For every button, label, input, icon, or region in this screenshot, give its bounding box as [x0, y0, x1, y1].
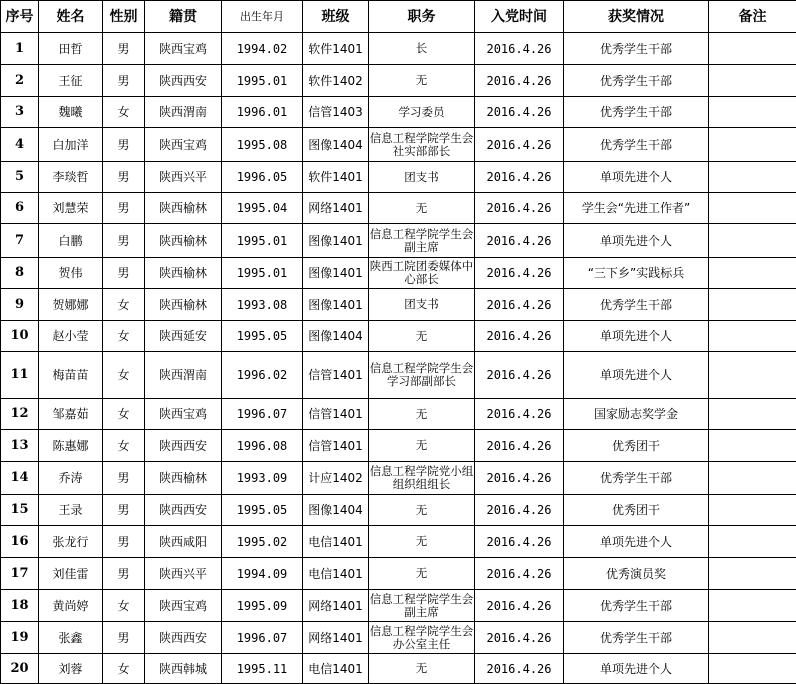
- table-row: [1, 33, 796, 65]
- table-body: [1, 33, 796, 684]
- row-gender: 男: [103, 162, 145, 193]
- header-duty: 职务: [369, 1, 475, 33]
- table-row: [1, 526, 796, 558]
- row-origin: 陕西兴平: [145, 558, 222, 590]
- row-origin: 陕西渭南: [145, 97, 222, 128]
- row-duty: 无: [369, 430, 475, 462]
- row-birth: 1996.07: [222, 622, 303, 654]
- row-origin: 陕西西安: [145, 65, 222, 97]
- row-notes: [709, 526, 796, 558]
- row-index: 4: [1, 128, 39, 162]
- header-gender: 性别: [103, 1, 145, 33]
- row-name: 刘蓉: [39, 654, 103, 684]
- row-gender: 男: [103, 258, 145, 289]
- row-join-date: 2016.4.26: [475, 462, 564, 495]
- row-awards: 单项先进个人: [564, 224, 709, 258]
- row-class: 网络1401: [303, 622, 369, 654]
- row-duty: 无: [369, 558, 475, 590]
- row-class: 图像1404: [303, 321, 369, 352]
- row-class: 电信1401: [303, 558, 369, 590]
- row-gender: 男: [103, 33, 145, 65]
- row-join-date: 2016.4.26: [475, 193, 564, 224]
- header-birth: 出生年月: [222, 1, 303, 33]
- row-birth: 1995.04: [222, 193, 303, 224]
- row-duty: 信息工程学院学生会学习部副部长: [369, 352, 475, 399]
- row-class: 图像1404: [303, 128, 369, 162]
- row-gender: 女: [103, 97, 145, 128]
- row-name: 刘佳雷: [39, 558, 103, 590]
- row-birth: 1993.08: [222, 289, 303, 321]
- row-class: 软件1401: [303, 33, 369, 65]
- table-row: [1, 590, 796, 622]
- row-notes: [709, 258, 796, 289]
- row-awards: 单项先进个人: [564, 654, 709, 684]
- row-duty: 无: [369, 526, 475, 558]
- row-duty: 信息工程学院学生会办公室主任: [369, 622, 475, 654]
- row-index: 14: [1, 462, 39, 495]
- row-origin: 陕西韩城: [145, 654, 222, 684]
- row-birth: 1995.11: [222, 654, 303, 684]
- row-awards: 优秀团干: [564, 430, 709, 462]
- row-class: 图像1401: [303, 224, 369, 258]
- row-notes: [709, 352, 796, 399]
- row-join-date: 2016.4.26: [475, 128, 564, 162]
- row-join-date: 2016.4.26: [475, 352, 564, 399]
- row-birth: 1996.02: [222, 352, 303, 399]
- row-notes: [709, 321, 796, 352]
- row-birth: 1994.02: [222, 33, 303, 65]
- header-class: 班级: [303, 1, 369, 33]
- table-row: [1, 65, 796, 97]
- row-notes: [709, 399, 796, 430]
- row-name: 田哲: [39, 33, 103, 65]
- row-notes: [709, 289, 796, 321]
- row-join-date: 2016.4.26: [475, 97, 564, 128]
- row-gender: 女: [103, 430, 145, 462]
- table-row: [1, 622, 796, 654]
- row-origin: 陕西宝鸡: [145, 128, 222, 162]
- table-row: [1, 462, 796, 495]
- row-origin: 陕西榆林: [145, 289, 222, 321]
- row-awards: 优秀学生干部: [564, 128, 709, 162]
- table-row: [1, 193, 796, 224]
- row-birth: 1995.01: [222, 224, 303, 258]
- row-awards: 学生会“先进工作者”: [564, 193, 709, 224]
- row-join-date: 2016.4.26: [475, 590, 564, 622]
- row-notes: [709, 622, 796, 654]
- row-index: 1: [1, 33, 39, 65]
- row-name: 张龙行: [39, 526, 103, 558]
- row-awards: 单项先进个人: [564, 526, 709, 558]
- table-row: [1, 224, 796, 258]
- row-gender: 女: [103, 321, 145, 352]
- row-name: 王征: [39, 65, 103, 97]
- row-notes: [709, 654, 796, 684]
- row-origin: 陕西西安: [145, 430, 222, 462]
- row-notes: [709, 97, 796, 128]
- row-class: 图像1401: [303, 289, 369, 321]
- row-birth: 1995.02: [222, 526, 303, 558]
- row-class: 电信1401: [303, 526, 369, 558]
- row-name: 陈惠娜: [39, 430, 103, 462]
- row-index: 19: [1, 622, 39, 654]
- row-name: 白加洋: [39, 128, 103, 162]
- row-awards: 单项先进个人: [564, 162, 709, 193]
- row-notes: [709, 193, 796, 224]
- row-gender: 男: [103, 495, 145, 526]
- row-awards: 优秀学生干部: [564, 462, 709, 495]
- header-join-date: 入党时间: [475, 1, 564, 33]
- row-gender: 男: [103, 65, 145, 97]
- row-name: 贺伟: [39, 258, 103, 289]
- row-origin: 陕西兴平: [145, 162, 222, 193]
- row-name: 白鹏: [39, 224, 103, 258]
- row-notes: [709, 590, 796, 622]
- row-index: 16: [1, 526, 39, 558]
- row-name: 乔涛: [39, 462, 103, 495]
- row-index: 18: [1, 590, 39, 622]
- header-index: 序号: [1, 1, 39, 33]
- row-notes: [709, 558, 796, 590]
- row-class: 信管1403: [303, 97, 369, 128]
- row-name: 王录: [39, 495, 103, 526]
- row-name: 邹嘉茹: [39, 399, 103, 430]
- row-gender: 女: [103, 590, 145, 622]
- row-duty: 信息工程学院学生会副主席: [369, 224, 475, 258]
- row-join-date: 2016.4.26: [475, 558, 564, 590]
- row-birth: 1995.08: [222, 128, 303, 162]
- row-index: 6: [1, 193, 39, 224]
- row-class: 电信1401: [303, 654, 369, 684]
- row-birth: 1996.08: [222, 430, 303, 462]
- row-join-date: 2016.4.26: [475, 258, 564, 289]
- row-index: 2: [1, 65, 39, 97]
- row-join-date: 2016.4.26: [475, 399, 564, 430]
- row-index: 20: [1, 654, 39, 684]
- row-notes: [709, 128, 796, 162]
- table-row: [1, 399, 796, 430]
- row-duty: 无: [369, 495, 475, 526]
- row-gender: 男: [103, 622, 145, 654]
- row-join-date: 2016.4.26: [475, 65, 564, 97]
- row-duty: 信息工程学院学生会社实部部长: [369, 128, 475, 162]
- row-name: 梅苗苗: [39, 352, 103, 399]
- row-birth: 1994.09: [222, 558, 303, 590]
- row-origin: 陕西延安: [145, 321, 222, 352]
- row-class: 图像1401: [303, 258, 369, 289]
- row-gender: 男: [103, 558, 145, 590]
- row-class: 软件1401: [303, 162, 369, 193]
- row-gender: 女: [103, 399, 145, 430]
- row-gender: 女: [103, 289, 145, 321]
- row-origin: 陕西榆林: [145, 224, 222, 258]
- row-awards: 优秀学生干部: [564, 289, 709, 321]
- row-index: 7: [1, 224, 39, 258]
- row-duty: 团支书: [369, 289, 475, 321]
- row-origin: 陕西咸阳: [145, 526, 222, 558]
- row-duty: 长: [369, 33, 475, 65]
- row-duty: 无: [369, 193, 475, 224]
- row-class: 信管1401: [303, 430, 369, 462]
- row-origin: 陕西宝鸡: [145, 590, 222, 622]
- header-row: [1, 1, 796, 33]
- row-class: 信管1401: [303, 399, 369, 430]
- row-notes: [709, 65, 796, 97]
- row-gender: 男: [103, 224, 145, 258]
- row-awards: 单项先进个人: [564, 352, 709, 399]
- row-class: 信管1401: [303, 352, 369, 399]
- row-name: 刘慧荣: [39, 193, 103, 224]
- row-awards: 优秀学生干部: [564, 622, 709, 654]
- row-class: 图像1404: [303, 495, 369, 526]
- row-duty: 无: [369, 399, 475, 430]
- row-index: 3: [1, 97, 39, 128]
- row-awards: 国家励志奖学金: [564, 399, 709, 430]
- row-birth: 1996.07: [222, 399, 303, 430]
- row-index: 13: [1, 430, 39, 462]
- row-birth: 1996.01: [222, 97, 303, 128]
- row-gender: 女: [103, 654, 145, 684]
- row-awards: 优秀学生干部: [564, 590, 709, 622]
- row-notes: [709, 162, 796, 193]
- table-row: [1, 654, 796, 684]
- row-origin: 陕西榆林: [145, 258, 222, 289]
- row-index: 17: [1, 558, 39, 590]
- row-awards: 优秀学生干部: [564, 65, 709, 97]
- row-notes: [709, 462, 796, 495]
- header-notes: 备注: [709, 1, 796, 33]
- table-row: [1, 128, 796, 162]
- row-join-date: 2016.4.26: [475, 162, 564, 193]
- row-notes: [709, 495, 796, 526]
- row-awards: 优秀学生干部: [564, 33, 709, 65]
- row-gender: 男: [103, 526, 145, 558]
- row-index: 11: [1, 352, 39, 399]
- row-birth: 1995.05: [222, 495, 303, 526]
- table-row: [1, 321, 796, 352]
- row-notes: [709, 33, 796, 65]
- row-index: 12: [1, 399, 39, 430]
- row-birth: 1995.05: [222, 321, 303, 352]
- row-gender: 女: [103, 352, 145, 399]
- row-duty: 无: [369, 654, 475, 684]
- table-row: [1, 258, 796, 289]
- row-index: 10: [1, 321, 39, 352]
- table-row: [1, 97, 796, 128]
- row-birth: 1995.01: [222, 258, 303, 289]
- row-join-date: 2016.4.26: [475, 321, 564, 352]
- row-awards: “三下乡”实践标兵: [564, 258, 709, 289]
- table-row: [1, 430, 796, 462]
- row-origin: 陕西宝鸡: [145, 399, 222, 430]
- row-notes: [709, 430, 796, 462]
- row-name: 贺娜娜: [39, 289, 103, 321]
- row-origin: 陕西榆林: [145, 462, 222, 495]
- row-join-date: 2016.4.26: [475, 289, 564, 321]
- row-join-date: 2016.4.26: [475, 622, 564, 654]
- row-class: 软件1402: [303, 65, 369, 97]
- row-duty: 信息工程学院党小组组织组组长: [369, 462, 475, 495]
- row-name: 黄尚婷: [39, 590, 103, 622]
- table-row: [1, 558, 796, 590]
- row-class: 计应1402: [303, 462, 369, 495]
- row-birth: 1993.09: [222, 462, 303, 495]
- row-birth: 1995.01: [222, 65, 303, 97]
- row-index: 9: [1, 289, 39, 321]
- row-gender: 男: [103, 128, 145, 162]
- row-index: 5: [1, 162, 39, 193]
- row-join-date: 2016.4.26: [475, 526, 564, 558]
- row-join-date: 2016.4.26: [475, 654, 564, 684]
- row-origin: 陕西宝鸡: [145, 33, 222, 65]
- row-gender: 男: [103, 193, 145, 224]
- row-name: 魏曦: [39, 97, 103, 128]
- row-awards: 优秀团干: [564, 495, 709, 526]
- row-index: 15: [1, 495, 39, 526]
- row-origin: 陕西西安: [145, 495, 222, 526]
- table-row: [1, 162, 796, 193]
- row-birth: 1996.05: [222, 162, 303, 193]
- row-class: 网络1401: [303, 590, 369, 622]
- row-name: 赵小莹: [39, 321, 103, 352]
- row-gender: 男: [103, 462, 145, 495]
- row-class: 网络1401: [303, 193, 369, 224]
- table-row: [1, 495, 796, 526]
- row-index: 8: [1, 258, 39, 289]
- row-join-date: 2016.4.26: [475, 33, 564, 65]
- header-awards: 获奖情况: [564, 1, 709, 33]
- row-name: 李琰哲: [39, 162, 103, 193]
- table-row: [1, 289, 796, 321]
- row-duty: 无: [369, 65, 475, 97]
- row-name: 张鑫: [39, 622, 103, 654]
- row-birth: 1995.09: [222, 590, 303, 622]
- row-join-date: 2016.4.26: [475, 495, 564, 526]
- row-duty: 团支书: [369, 162, 475, 193]
- row-duty: 无: [369, 321, 475, 352]
- row-join-date: 2016.4.26: [475, 430, 564, 462]
- row-origin: 陕西西安: [145, 622, 222, 654]
- header-name: 姓名: [39, 1, 103, 33]
- row-awards: 优秀学生干部: [564, 97, 709, 128]
- row-join-date: 2016.4.26: [475, 224, 564, 258]
- table-row: [1, 352, 796, 399]
- row-duty: 信息工程学院学生会副主席: [369, 590, 475, 622]
- row-awards: 单项先进个人: [564, 321, 709, 352]
- row-duty: 陕西工院团委媒体中心部长: [369, 258, 475, 289]
- header-origin: 籍贯: [145, 1, 222, 33]
- row-awards: 优秀演员奖: [564, 558, 709, 590]
- row-duty: 学习委员: [369, 97, 475, 128]
- row-origin: 陕西榆林: [145, 193, 222, 224]
- row-notes: [709, 224, 796, 258]
- row-origin: 陕西渭南: [145, 352, 222, 399]
